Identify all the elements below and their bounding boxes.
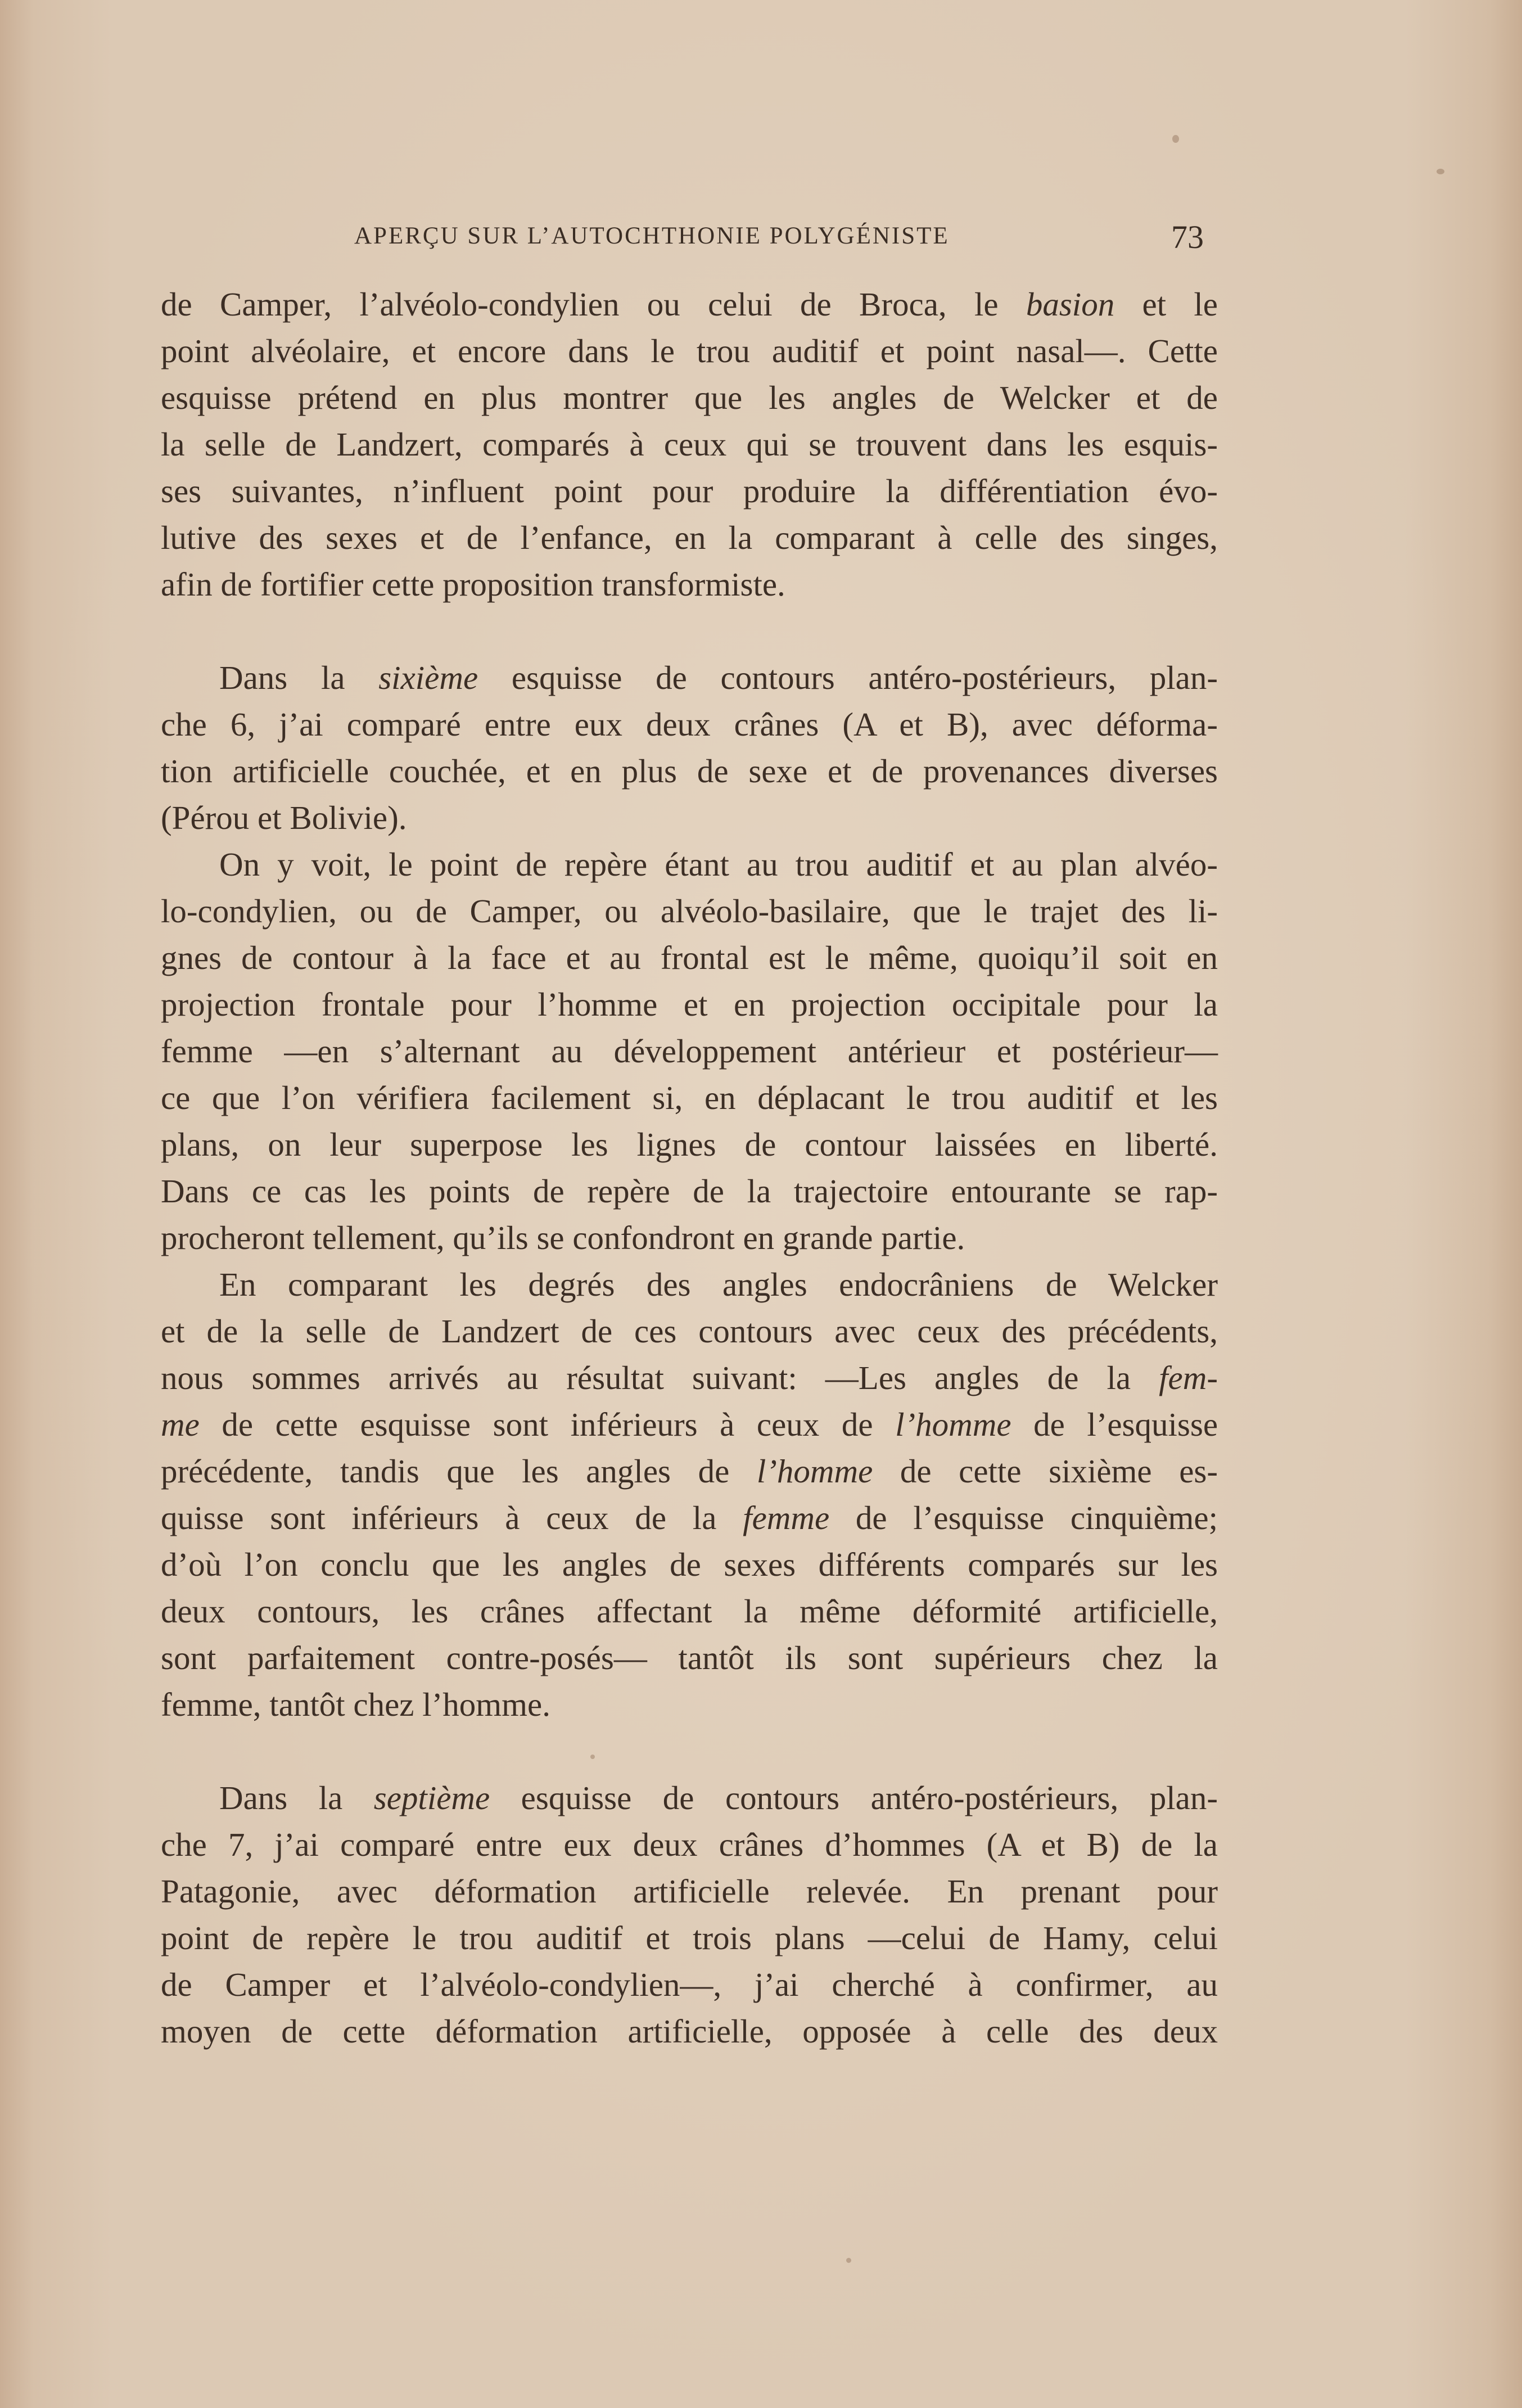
italic-term: l’homme	[756, 1453, 873, 1490]
text-run: de Camper, l’alvéolo-condylien ou celui de Broca, le	[161, 286, 1026, 323]
text-run: de l’esquisse	[1011, 1406, 1218, 1443]
paragraph-gap	[161, 1728, 1218, 1775]
text-line	[161, 1775, 1218, 1821]
text-line	[161, 1821, 1218, 1868]
text-line	[161, 2008, 1218, 2055]
text-run: ses suivantes, n’influent point pour produire la différentiation évo-	[161, 472, 1218, 509]
text-run: che 6, j’ai comparé entre eux deux crânes (A et B), avec déforma-	[161, 706, 1218, 743]
paper-speck	[1172, 135, 1179, 143]
text-run: projection frontale pour l’homme et en projection occipitale pour la	[161, 986, 1218, 1023]
text-run: de cette sixième es-	[873, 1453, 1218, 1490]
text-line	[161, 748, 1218, 795]
text-line	[161, 1868, 1218, 1915]
text-run: de cette esquisse sont inférieurs à ceux de	[199, 1406, 896, 1443]
text-line	[161, 1588, 1218, 1635]
text-run: point de repère le trou auditif et trois plans —celui de Hamy, celui	[161, 1919, 1218, 1956]
text-line	[161, 1915, 1218, 1961]
text-line	[161, 888, 1218, 935]
text-line	[161, 1028, 1218, 1075]
text-line	[161, 1355, 1218, 1401]
text-line	[161, 1215, 1218, 1261]
text-run: esquisse de contours antéro-postérieurs, plan-	[490, 1779, 1218, 1816]
text-run: (Pérou et Bolivie).	[161, 799, 407, 836]
text-line	[161, 328, 1218, 375]
text-line	[161, 1121, 1218, 1168]
text-run: de l’esquisse cinquième;	[829, 1499, 1218, 1536]
text-run: et de la selle de Landzert de ces contours avec ceux des précédents,	[161, 1313, 1218, 1350]
text-run: moyen de cette déformation artificielle, opposée à celle des deux	[161, 2013, 1218, 2050]
text-run: esquisse prétend en plus montrer que les angles de Welcker et de	[161, 379, 1218, 416]
text-run: point alvéolaire, et encore dans le trou auditif et point nasal—. Cette	[161, 332, 1218, 369]
text-line	[161, 1961, 1218, 2008]
italic-term: me	[161, 1406, 200, 1443]
italic-term: basion	[1026, 286, 1115, 323]
text-run: On y voit, le point de repère étant au trou auditif et au plan alvéo-	[219, 846, 1218, 883]
text-line	[161, 1635, 1218, 1681]
text-line	[161, 981, 1218, 1028]
text-run: plans, on leur superpose les lignes de contour laissées en liberté.	[161, 1126, 1218, 1163]
italic-term: femme	[743, 1499, 830, 1536]
text-line	[161, 1541, 1218, 1588]
running-header: APERÇU SUR L’AUTOCHTHONIE POLYGÉNISTE	[354, 223, 950, 249]
text-run: d’où l’on conclu que les angles de sexes différents comparés sur les	[161, 1546, 1218, 1583]
text-run: esquisse de contours antéro-postérieurs, plan-	[478, 659, 1218, 696]
text-line	[161, 701, 1218, 748]
text-run: ce que l’on vérifiera facilement si, en déplacant le trou auditif et les	[161, 1079, 1218, 1116]
text-run: femme, tantôt chez l’homme.	[161, 1686, 550, 1723]
paragraph-gap	[161, 608, 1218, 655]
text-line	[161, 515, 1218, 561]
text-line	[161, 561, 1218, 608]
text-run: En comparant les degrés des angles endocrâniens de Welcker	[219, 1266, 1218, 1303]
text-line	[161, 375, 1218, 421]
text-line	[161, 1448, 1218, 1495]
text-run: femme —en s’alternant au développement antérieur et postérieur—	[161, 1032, 1218, 1070]
text-run: Patagonie, avec déformation artificielle relevée. En prenant pour	[161, 1873, 1218, 1910]
text-line	[161, 795, 1218, 841]
text-line	[161, 1075, 1218, 1121]
text-line	[161, 1168, 1218, 1215]
text-line	[161, 1261, 1218, 1308]
text-line	[161, 841, 1218, 888]
text-line	[161, 1401, 1218, 1448]
text-run: de Camper et l’alvéolo-condylien—, j’ai cherché à confirmer, au	[161, 1966, 1218, 2003]
text-run: sont parfaitement contre-posés— tantôt ils sont supérieurs chez la	[161, 1639, 1218, 1676]
text-run: tion artificielle couchée, et en plus de sexe et de provenances diverses	[161, 752, 1218, 790]
text-line	[161, 935, 1218, 981]
italic-term: sixième	[378, 659, 478, 696]
text-run: lo-condylien, ou de Camper, ou alvéolo-basilaire, que le trajet des li-	[161, 892, 1218, 930]
paper-speck	[846, 2258, 851, 2263]
text-run: deux contours, les crânes affectant la même déformité artificielle,	[161, 1593, 1218, 1630]
text-line	[161, 421, 1218, 468]
italic-term: septième	[373, 1779, 490, 1816]
italic-term: fem-	[1159, 1359, 1218, 1396]
text-run: nous sommes arrivés au résultat suivant: —Les angles de la	[161, 1359, 1159, 1396]
text-run: Dans la	[219, 1779, 374, 1816]
text-run: Dans la	[219, 659, 379, 696]
text-line	[161, 468, 1218, 515]
body-text	[161, 281, 1218, 2055]
text-run: et le	[1114, 286, 1218, 323]
text-run: précédente, tandis que les angles de	[161, 1453, 757, 1490]
text-run: Dans ce cas les points de repère de la trajectoire entourante se rap-	[161, 1173, 1218, 1210]
text-run: quisse sont inférieurs à ceux de la	[161, 1499, 743, 1536]
page-number: 73	[1171, 219, 1204, 255]
text-run: afin de fortifier cette proposition transformiste.	[161, 566, 785, 603]
italic-term: l’homme	[895, 1406, 1011, 1443]
paper-speck	[1437, 169, 1444, 174]
text-line	[161, 1308, 1218, 1355]
text-run: la selle de Landzert, comparés à ceux qui se trouvent dans les esquis-	[161, 426, 1218, 463]
text-run: procheront tellement, qu’ils se confondront en grande partie.	[161, 1219, 965, 1256]
text-line	[161, 1495, 1218, 1541]
text-line	[161, 655, 1218, 701]
text-run: gnes de contour à la face et au frontal est le même, quoiqu’il soit en	[161, 939, 1218, 976]
text-run: che 7, j’ai comparé entre eux deux crânes d’hommes (A et B) de la	[161, 1826, 1218, 1863]
text-line	[161, 281, 1218, 328]
text-line	[161, 1681, 1218, 1728]
text-run: lutive des sexes et de l’enfance, en la comparant à celle des singes,	[161, 519, 1218, 556]
